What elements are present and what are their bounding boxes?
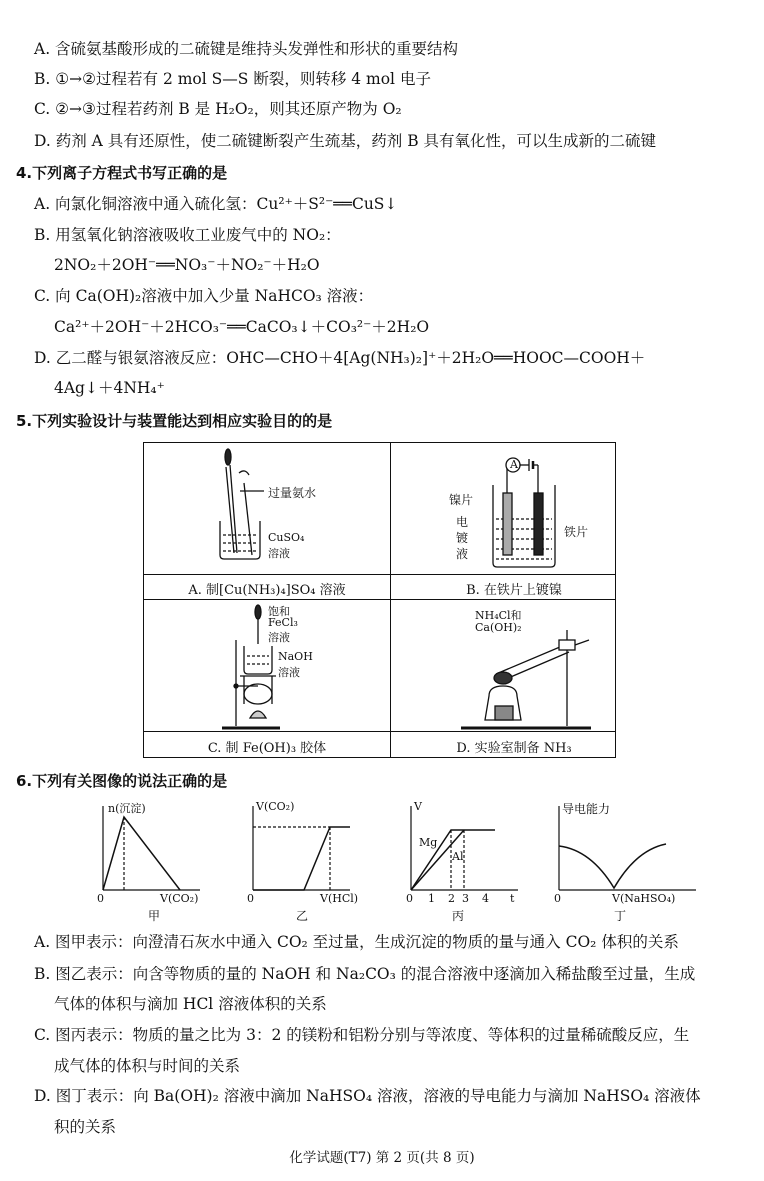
graph-bing-tick-3: 3 (462, 892, 469, 905)
apparatus-a-figure (144, 443, 390, 574)
label-nh4cl: NH₄Cl和 (475, 609, 522, 622)
label-solution-a: 溶液 (268, 547, 290, 560)
label-elec-2: 镀 (456, 531, 469, 545)
q4-option-d-continued: 4Ag↓＋4NH₄⁺ (54, 379, 165, 397)
label-elec-3: 液 (456, 547, 469, 561)
q3-option-b: B. ①→②过程若有 2 mol S—S 断裂，则转移 4 mol 电子 (34, 70, 431, 88)
graph-jia-origin: 0 (97, 892, 104, 905)
caption-b: B. 在铁片上镀镍 (466, 583, 562, 598)
graph-ding-name: 丁 (614, 909, 627, 923)
q4-stem: 4.下列离子方程式书写正确的是 (16, 164, 228, 182)
q5-stem: 5.下列实验设计与装置能达到相应实验目的的是 (16, 412, 333, 430)
label-saturated: 饱和 (268, 605, 290, 618)
q6-option-d: D. 图丁表示：向 Ba(OH)₂ 溶液中滴加 NaHSO₄ 溶液，溶液的导电能力与滴加 NaHSO₄ 溶液体 (34, 1087, 701, 1105)
q4-option-a: A. 向氯化铜溶液中通入硫化氢：Cu²⁺＋S²⁻══CuS↓ (34, 195, 398, 213)
label-iron: 铁片 (564, 525, 589, 539)
experiment-table (143, 442, 616, 758)
graph-yi-xlabel: V(HCl) (320, 892, 359, 905)
graph-jia-ylabel: n(沉淀) (108, 802, 146, 815)
q4-option-b: B. 用氢氧化钠溶液吸收工业废气中的 NO₂： (34, 226, 341, 244)
graph-yi-origin: 0 (247, 892, 254, 905)
q6-stem: 6.下列有关图像的说法正确的是 (16, 772, 228, 790)
apparatus-b-figure (391, 443, 617, 574)
caption-d: D. 实验室制备 NH₃ (456, 741, 572, 756)
q6-option-a: A. 图甲表示：向澄清石灰水中通入 CO₂ 至过量，生成沉淀的物质的量与通入 CO₂ 体积的关系 (34, 933, 679, 951)
graph-yi (240, 800, 380, 895)
q4-option-c-equation: Ca²⁺＋2OH⁻＋2HCO₃⁻══CaCO₃↓＋CO₃²⁻＋2H₂O (54, 318, 430, 336)
q6-option-b-continued: 气体的体积与滴加 HCl 溶液体积的关系 (54, 995, 327, 1013)
graph-yi-name: 乙 (296, 909, 309, 923)
graph-bing-tick-4: 4 (482, 892, 489, 905)
label-cuso4: CuSO₄ (268, 531, 305, 544)
graph-bing-al: Al (452, 850, 464, 863)
graph-bing-tick-0: 0 (406, 892, 413, 905)
graph-ding-xlabel: V(NaHSO₄) (612, 892, 676, 905)
q3-option-a: A. 含硫氨基酸形成的二硫键是维持头发弹性和形状的重要结构 (34, 40, 459, 58)
graph-jia-xlabel: V(CO₂) (160, 892, 199, 905)
q6-option-b: B. 图乙表示：向含等物质的量的 NaOH 和 Na₂CO₃ 的混合溶液中逐滴加入稀盐酸至过量，生成 (34, 965, 696, 983)
graph-bing-xlabel: t (510, 892, 515, 905)
q3-option-d: D. 药剂 A 具有还原性，使二硫键断裂产生巯基，药剂 B 具有氧化性，可以生成新的二硫键 (34, 132, 657, 150)
label-excess-ammonia: 过量氨水 (268, 486, 317, 500)
label-nickel: 镍片 (449, 493, 474, 507)
graph-ding-origin: 0 (554, 892, 561, 905)
label-caoh2: Ca(OH)₂ (475, 621, 522, 634)
graph-bing-tick-2: 2 (448, 892, 455, 905)
graph-bing-ylabel: V (414, 800, 422, 813)
q6-option-c-continued: 成气体的体积与时间的关系 (54, 1057, 241, 1075)
label-naoh: NaOH (278, 650, 313, 663)
graph-bing-tick-1: 1 (428, 892, 435, 905)
q4-option-c: C. 向 Ca(OH)₂溶液中加入少量 NaHCO₃ 溶液： (34, 287, 374, 305)
caption-c: C. 制 Fe(OH)₃ 胶体 (207, 741, 327, 756)
apparatus-c-figure (144, 600, 390, 731)
graph-bing-mg: Mg (419, 836, 438, 849)
q4-option-b-equation: 2NO₂＋2OH⁻══NO₃⁻＋NO₂⁻＋H₂O (54, 256, 320, 274)
ammeter-label: A (510, 458, 518, 471)
q6-option-d-continued: 积的关系 (54, 1118, 117, 1136)
label-solution-c1: 溶液 (268, 631, 290, 644)
graph-ding-ylabel: 导电能力 (562, 802, 611, 816)
q4-option-d: D. 乙二醛与银氨溶液反应：OHC—CHO＋4[Ag(NH₃)₂]⁺＋2H₂O══HOOC—COOH＋ (34, 349, 646, 367)
graph-yi-ylabel: V(CO₂) (256, 800, 295, 813)
graph-jia-name: 甲 (148, 909, 161, 923)
q6-option-c: C. 图丙表示：物质的量之比为 3：2 的镁粉和铝粉分别与等浓度、等体积的过量稀硫酸反应，生 (34, 1026, 690, 1044)
label-elec-1: 电 (456, 515, 469, 529)
caption-a: A. 制[Cu(NH₃)₄]SO₄ 溶液 (188, 583, 346, 598)
label-solution-c2: 溶液 (278, 666, 300, 679)
graph-bing-name: 丙 (452, 909, 465, 923)
page-footer: 化学试题(T7) 第 2 页(共 8 页) (289, 1150, 475, 1166)
q3-option-c: C. ②→③过程若药剂 B 是 H₂O₂，则其还原产物为 O₂ (34, 100, 402, 118)
label-fecl3: FeCl₃ (268, 616, 298, 629)
